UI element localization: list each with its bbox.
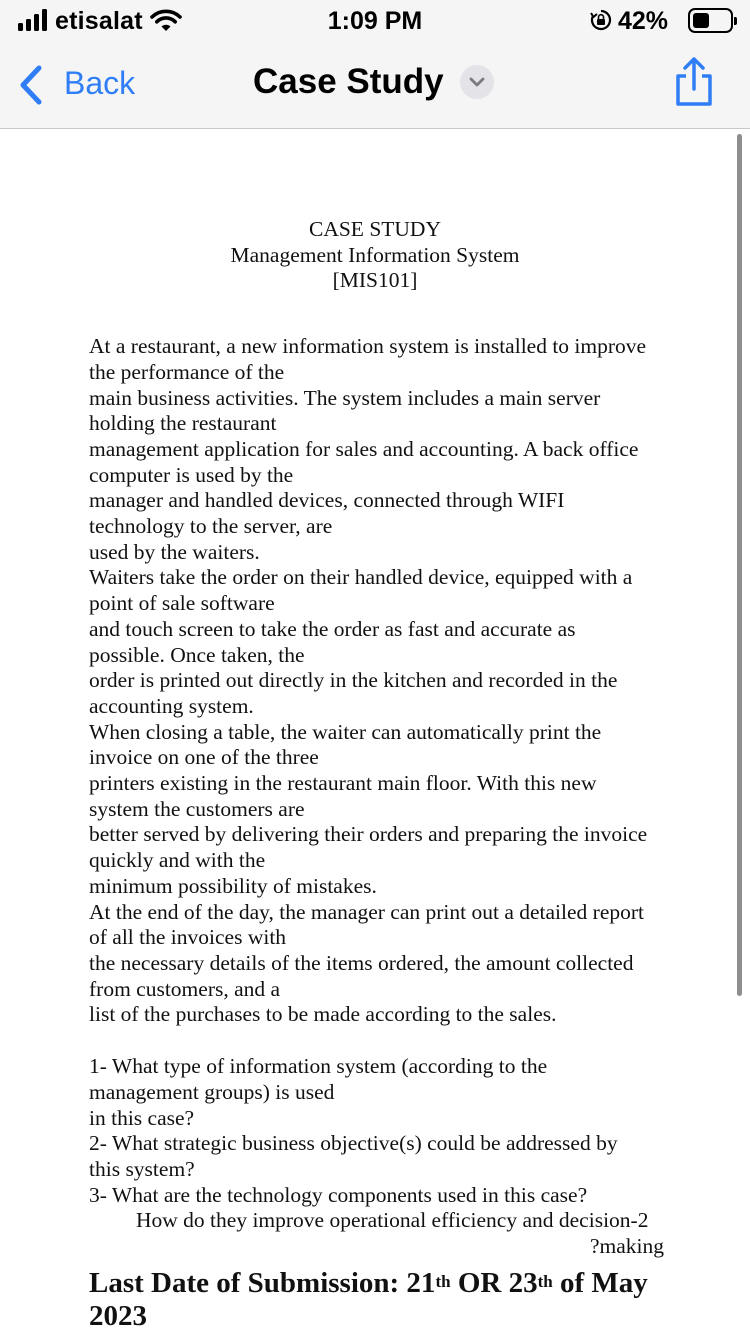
text-line: minimum possibility of mistakes.: [89, 873, 377, 898]
question-line: 1- What type of information system (according to the: [89, 1054, 548, 1079]
submission-deadline: [89, 1267, 648, 1333]
text-line: used by the waiters.: [89, 539, 260, 564]
status-bar: [0, 0, 750, 40]
question-line: 2- What strategic business objective(s) could be addressed by: [89, 1131, 618, 1156]
deadline-sup: th: [537, 1272, 553, 1291]
text-line: technology to the server, are: [89, 514, 333, 539]
case-description: [89, 334, 664, 1028]
deadline-sup: th: [435, 1272, 451, 1291]
text-line: quickly and with the: [89, 848, 266, 873]
question-line: in this case?: [89, 1105, 195, 1130]
deadline-year: 2023: [89, 1300, 147, 1332]
text-line: from customers, and a: [89, 976, 281, 1001]
deadline-text: of May: [552, 1267, 648, 1299]
text-line: and touch screen to take the order as fast and accurate as: [89, 616, 576, 641]
question-line: management groups) is used: [89, 1079, 335, 1104]
document-view[interactable]: [0, 129, 750, 1334]
scrollbar[interactable]: [737, 134, 742, 996]
text-line: manager and handled devices, connected through WIFI: [89, 488, 565, 513]
text-line: possible. Once taken, the: [89, 642, 305, 667]
document-heading: [0, 217, 750, 294]
text-line: At a restaurant, a new information system is installed to improve: [89, 334, 647, 359]
heading-line: Management Information System: [230, 242, 520, 267]
text-line: printers existing in the restaurant main floor. With this new: [89, 771, 597, 796]
text-line: the performance of the: [89, 359, 285, 384]
text-line: better served by delivering their orders and preparing the invoice: [89, 822, 648, 847]
question-line: How do they improve operational efficiency and decision-2: [136, 1208, 649, 1233]
text-line: When closing a table, the waiter can automatically print the: [89, 719, 602, 744]
title-menu[interactable]: [253, 62, 494, 102]
back-button[interactable]: Back: [64, 65, 136, 101]
page-title: Case Study: [253, 62, 444, 101]
text-line: main business activities. The system includes a main server: [89, 385, 601, 410]
deadline-text: Last Date of Submission: 21: [89, 1267, 436, 1299]
heading-line: CASE STUDY: [308, 217, 441, 241]
text-line: invoice on one of the three: [89, 745, 319, 770]
text-line: point of sale software: [89, 591, 275, 616]
text-line: holding the restaurant: [89, 411, 277, 436]
clock: 1:09 PM: [327, 7, 423, 35]
share-icon[interactable]: [672, 56, 716, 108]
battery-percent: 42%: [618, 7, 669, 35]
question-line: ?making: [589, 1234, 664, 1259]
text-line: Waiters take the order on their handled device, equipped with a: [89, 565, 633, 590]
text-line: accounting system.: [89, 693, 254, 718]
battery-icon: [688, 8, 733, 33]
carrier-name: etisalat: [55, 7, 143, 35]
text-line: computer is used by the: [89, 462, 294, 487]
chevron-down-icon[interactable]: [460, 65, 494, 99]
question-line: 3- What are the technology components used in this case?: [89, 1182, 588, 1207]
text-line: system the customers are: [89, 796, 305, 821]
navigation-bar: [0, 40, 750, 129]
text-line: management application for sales and accounting. A back office: [89, 436, 639, 461]
text-line: order is printed out directly in the kitchen and recorded in the: [89, 668, 618, 693]
text-line: list of the purchases to be made according to the sales.: [89, 1002, 557, 1027]
chevron-left-icon[interactable]: [18, 65, 44, 105]
deadline-text: OR 23: [450, 1267, 538, 1299]
question-line: this system?: [89, 1156, 195, 1181]
text-line: of all the invoices with: [89, 925, 287, 950]
questions: [89, 1054, 664, 1260]
text-line: At the end of the day, the manager can print out a detailed report: [89, 899, 645, 924]
orientation-lock-icon: [590, 9, 612, 31]
text-line: the necessary details of the items ordered, the amount collected: [89, 950, 634, 975]
heading-line: [MIS101]: [332, 268, 418, 293]
document-text: [89, 217, 664, 1260]
